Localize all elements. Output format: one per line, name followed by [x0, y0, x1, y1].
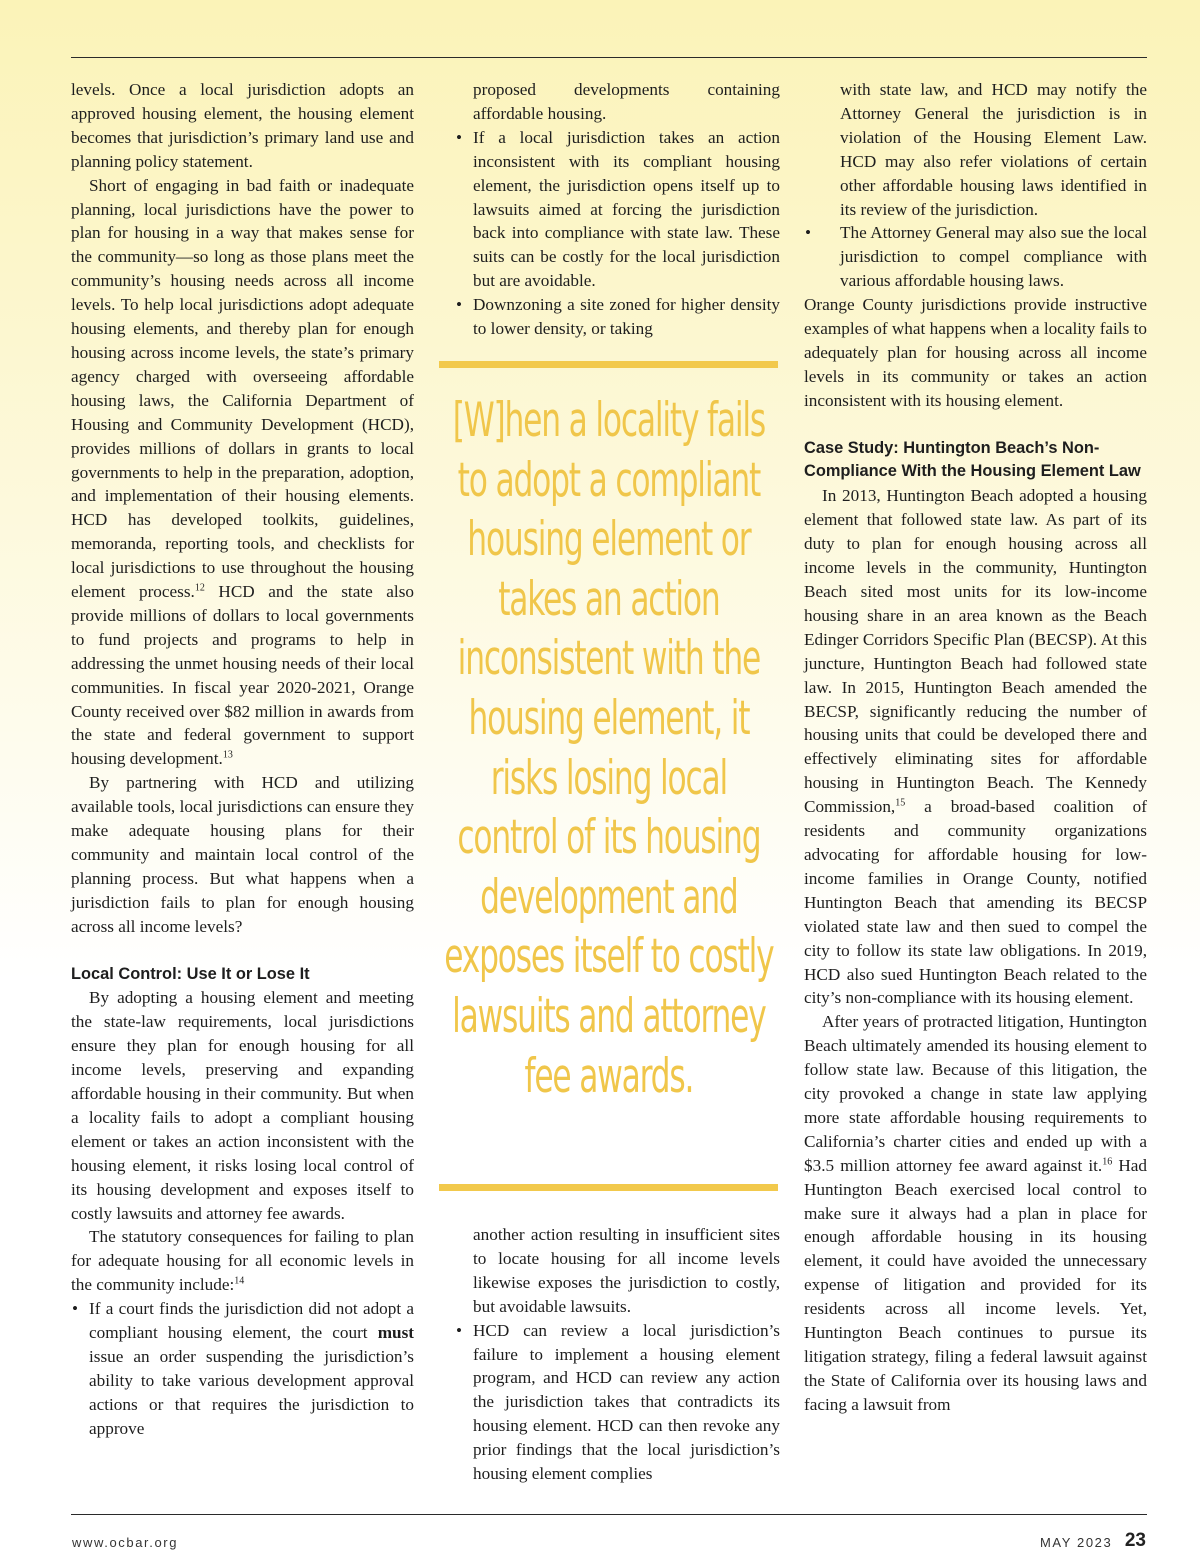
top-rule	[71, 57, 1147, 58]
bottom-rule	[71, 1514, 1147, 1515]
list-item-continued: proposed developments containing affordable housing.	[473, 80, 780, 123]
page-number: 23	[1124, 1530, 1146, 1551]
list-item: • If a local jurisdiction takes an action inconsistent with its compliant housing element, the jurisdiction opens itself up to lawsuits aimed at forcing the jurisdiction back into compliance with state law. These suits can be costly for the local jurisdiction but are avoidable.	[455, 126, 780, 293]
footer-url[interactable]: www.ocbar.org	[72, 1535, 179, 1550]
col1-paragraph-5: The statutory consequences for failing to plan for adequate housing for all economic levels in the community include:$^{14}$	[71, 1227, 414, 1295]
column-2-bottom	[455, 1223, 780, 1486]
list-item: • Downzoning a site zoned for higher density to lower density, or taking	[455, 293, 780, 341]
consequences-list	[71, 1297, 414, 1440]
col1-paragraph-3: By partnering with HCD and utilizing available tools, local jurisdictions can ensure they make adequate housing plans for their community and maintain local control of the planning process. But what happens when a jurisdiction fails to plan for enough housing across all income levels?	[71, 773, 414, 936]
list-item-continued: another action resulting in insufficient sites to locate housing for all income levels likewise exposes the jurisdiction to costly, but avoidable lawsuits.	[473, 1225, 780, 1316]
col1-paragraph-2: Short of engaging in bad faith or inadequate planning, local jurisdictions have the power to plan for housing in a way that makes sense for the community—so long as those plans meet the community’s housing needs across all income levels. To help local jurisdictions adopt adequate housing elements, and thereby plan for enough housing across income levels, the state’s primary agency charged with overseeing affordable housing laws, the California Department of Housing and Community Development (HCD), provides millions of dollars in grants to local governments to help in the preparation, adoption, and implementation of their housing elements. HCD has developed toolkits, guidelines, memoranda, reporting tools, and checklists for local jurisdictions to use throughout the housing element process.$^{12}$ HCD and the state also provide millions of dollars to local governments to fund projects and programs to help in addressing the unmet housing needs of their local communities. In fiscal year 2020-2021, Orange County received over $82 million in awards from the state and federal government to support housing development.$^{13}$	[71, 175, 414, 769]
footnote-13: 13	[222, 749, 233, 761]
list-item: • If a court finds the jurisdiction did not adopt a compliant housing element, the court must issue an order suspending the jurisdiction’s ability to take various development approval actions or that requires the jurisdiction to approve	[71, 1297, 414, 1440]
list-item-continued: with state law, and HCD may notify the Attorney General the jurisdiction is in violation of the Housing Element Law. HCD may also refer violations of certain other affordable housing laws identified in its review of the jurisdiction.	[840, 80, 1147, 219]
pullquote-top-bar	[439, 361, 778, 368]
list-item: • The Attorney General may also sue the local jurisdiction to compel compliance with various affordable housing laws.	[804, 221, 1147, 293]
footnote-14: 14	[234, 1275, 245, 1287]
footer-date: MAY 2023	[1040, 1535, 1113, 1550]
col1-paragraph-4: By adopting a housing element and meeting the state-law requirements, local jurisdictions ensure they plan for enough housing for all income levels, preserving and expanding affordable housing in their community. But when a locality fails to adopt a compliant housing element or takes an action inconsistent with the housing element, it risks losing local control of its housing development and exposes itself to costly lawsuits and attorney fee awards.	[71, 988, 414, 1223]
pull-quote: [W]hen a locality fails to adopt a compliant housing element or takes an action inconsistent with the housing element, it risks losing local control of its housing development and exposes itself to costly lawsuits and attorney fee awards.	[444, 393, 774, 1104]
column-1	[71, 78, 414, 1441]
section-heading-case-study: Case Study: Huntington Beach’s Non-Compliance With the Housing Element Law	[804, 438, 1141, 481]
pullquote-bottom-bar	[439, 1184, 778, 1191]
column-3	[804, 78, 1147, 1417]
col3-paragraph-3: After years of protracted litigation, Huntington Beach ultimately amended its housing element to follow state law. Because of this litigation, the city provoked a change in state law applying more state affordable housing requirements to California’s charter cities and ended up with a $3.5 million attorney fee award against it.$^{16}$ Had Huntington Beach exercised local control to make sure it always had a plan in place for enough affordable housing in its housing element, it could have avoided the unnecessary expense of litigation and provided for its residents across all income levels. Yet, Huntington Beach continues to pursue its litigation strategy, filing a federal lawsuit against the State of California over its housing laws and facing a lawsuit from	[804, 1012, 1147, 1414]
list-item: • HCD can review a local jurisdiction’s failure to implement a housing element program, and HCD can review any action the jurisdiction takes that contradicts its housing element. HCD can then revoke any prior findings that the local jurisdiction’s housing element complies	[455, 1319, 780, 1486]
col1-paragraph-1: levels. Once a local jurisdiction adopts an approved housing element, the housing element becomes that jurisdiction’s primary land use and planning policy statement.	[71, 80, 414, 171]
footnote-12: 12	[194, 582, 205, 594]
col3-paragraph-1: Orange County jurisdictions provide instructive examples of what happens when a locality fails to adequately plan for housing across all income levels in its community or takes an action inconsistent with its housing element.	[804, 295, 1147, 410]
column-2-top	[455, 78, 780, 341]
col3-paragraph-2: In 2013, Huntington Beach adopted a housing element that followed state law. As part of its duty to plan for enough housing across all income levels in the community, Huntington Beach sited most units for its low-income housing share in an area known as the Beach Edinger Corridors Specific Plan (BECSP). At this juncture, Huntington Beach had followed state law. In 2015, Huntington Beach amended the BECSP, significantly reducing the number of housing units that could be developed there and effectively eliminating sites for affordable housing in Huntington Beach. The Kennedy Commission,$^{15}$ a broad-based coalition of residents and community organizations advocating for affordable housing for low-income families in Orange County, notified Huntington Beach that amending its BECSP violated state law and then sued to compel the city to follow its state law obligations. In 2019, HCD also sued Huntington Beach related to the city’s non-compliance with its housing element.	[804, 486, 1147, 1008]
section-heading-local-control: Local Control: Use It or Lose It	[71, 964, 310, 983]
footnote-15: 15	[895, 797, 906, 809]
footnote-16: 16	[1102, 1156, 1113, 1168]
